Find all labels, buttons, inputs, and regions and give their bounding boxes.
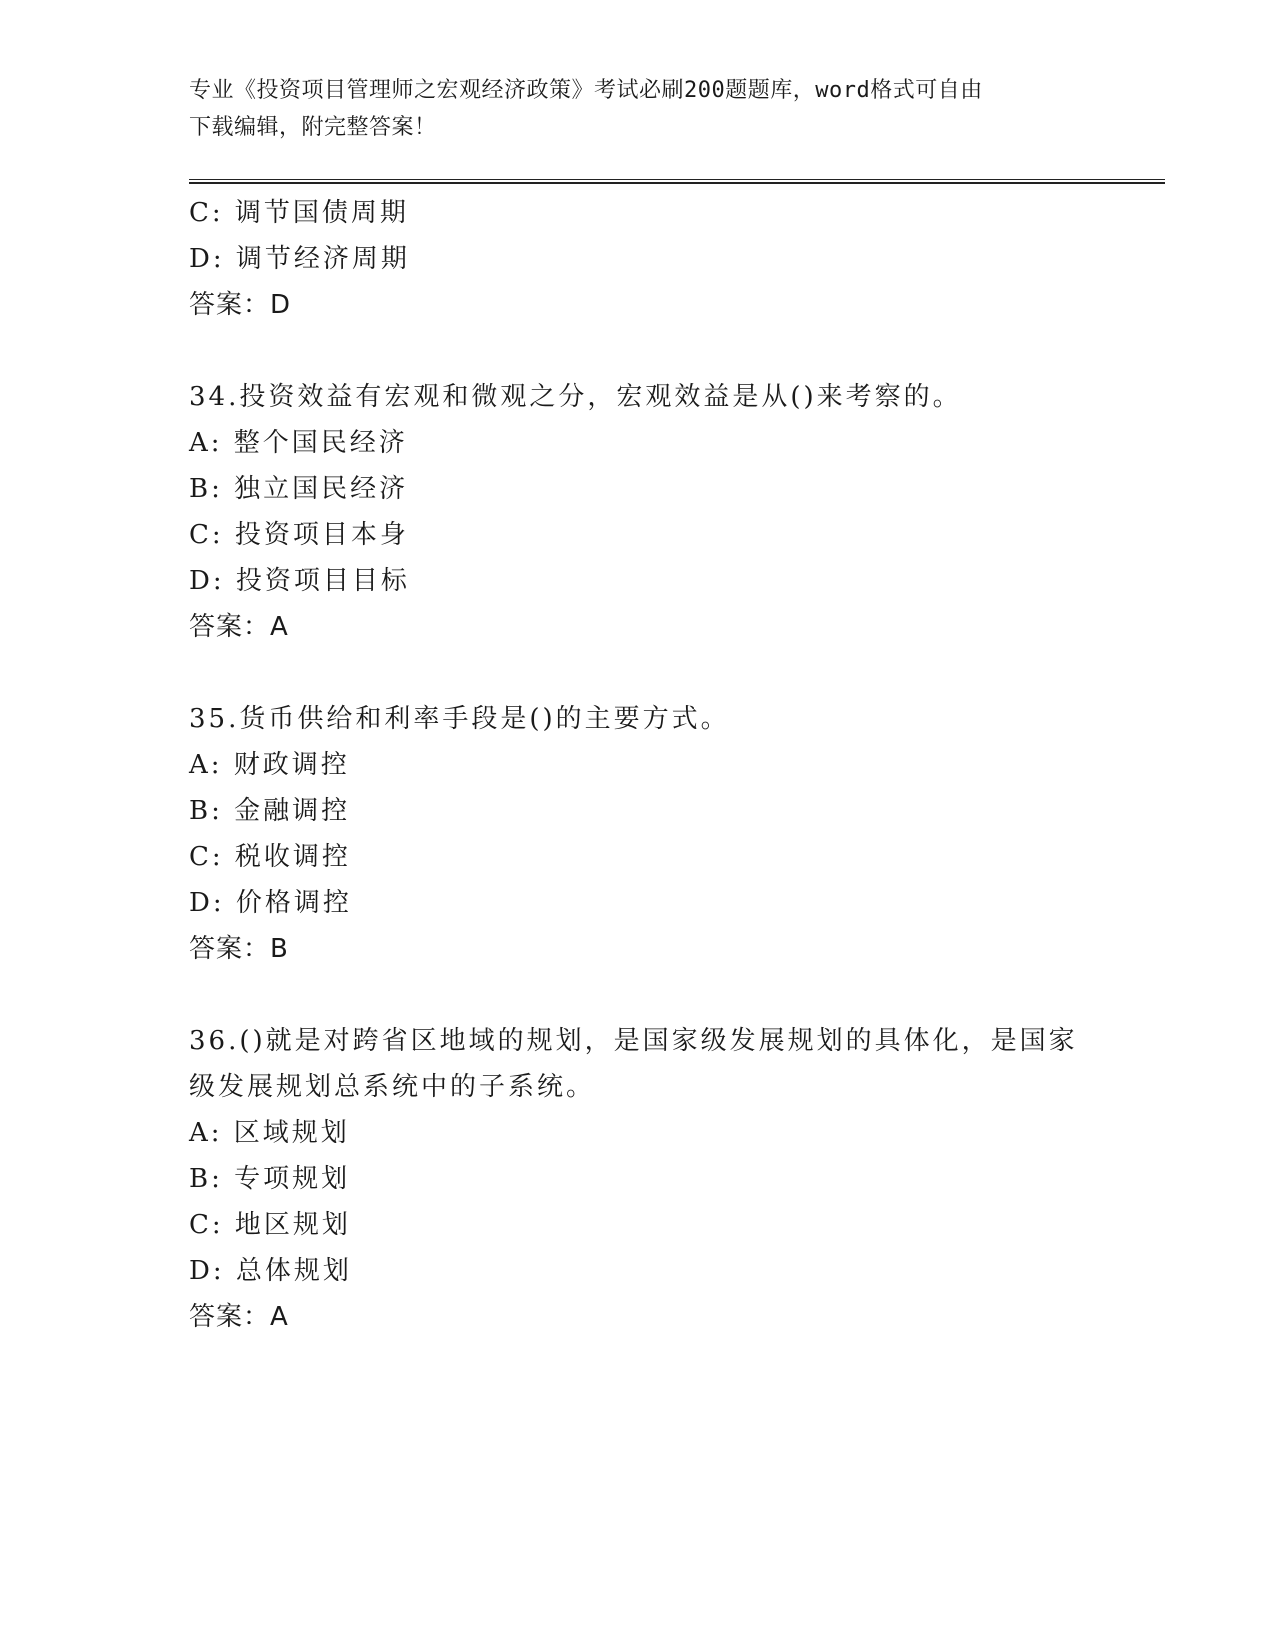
option-d: D: 价格调控 (189, 888, 352, 918)
option-d: D: 投资项目目标 (189, 566, 410, 596)
option-b: B: 独立国民经济 (189, 474, 409, 504)
option-a: A: 财政调控 (189, 750, 350, 780)
option-a: A: 整个国民经济 (189, 428, 408, 458)
header-divider-thin (189, 179, 1165, 180)
option-c: C: 调节国债周期 (189, 198, 409, 228)
option-c: C: 税收调控 (189, 842, 351, 872)
option-d: D: 总体规划 (189, 1256, 352, 1286)
question-34 (189, 374, 1089, 650)
option-c: C: 投资项目本身 (189, 520, 409, 550)
previous-question-tail (189, 190, 1089, 328)
document-header (189, 72, 1089, 146)
answer-line: 答案：B (189, 934, 289, 964)
answer-line: 答案：A (189, 1302, 289, 1332)
option-c: C: 地区规划 (189, 1210, 351, 1240)
header-line-1: 专业《投资项目管理师之宏观经济政策》考试必刷200题题库，word格式可自由 (189, 78, 983, 103)
question-stem: 35.货币供给和利率手段是()的主要方式。 (189, 704, 730, 734)
header-line-2: 下载编辑，附完整答案！ (189, 115, 437, 140)
option-d: D: 调节经济周期 (189, 244, 410, 274)
question-list (189, 190, 1089, 1340)
question-35 (189, 696, 1089, 972)
question-stem-line-2: 级发展规划总系统中的子系统。 (189, 1072, 596, 1102)
option-b: B: 专项规划 (189, 1164, 351, 1194)
spacer (189, 650, 1089, 696)
question-stem: 34.投资效益有宏观和微观之分，宏观效益是从()来考察的。 (189, 382, 962, 412)
question-36 (189, 1018, 1089, 1340)
option-b: B: 金融调控 (189, 796, 351, 826)
spacer (189, 328, 1089, 374)
answer-line: 答案：D (189, 290, 292, 320)
answer-line: 答案：A (189, 612, 289, 642)
option-a: A: 区域规划 (189, 1118, 350, 1148)
spacer (189, 972, 1089, 1018)
question-stem-line-1: 36.()就是对跨省区地域的规划，是国家级发展规划的具体化，是国家 (189, 1026, 1078, 1056)
header-divider-thick (189, 182, 1165, 184)
